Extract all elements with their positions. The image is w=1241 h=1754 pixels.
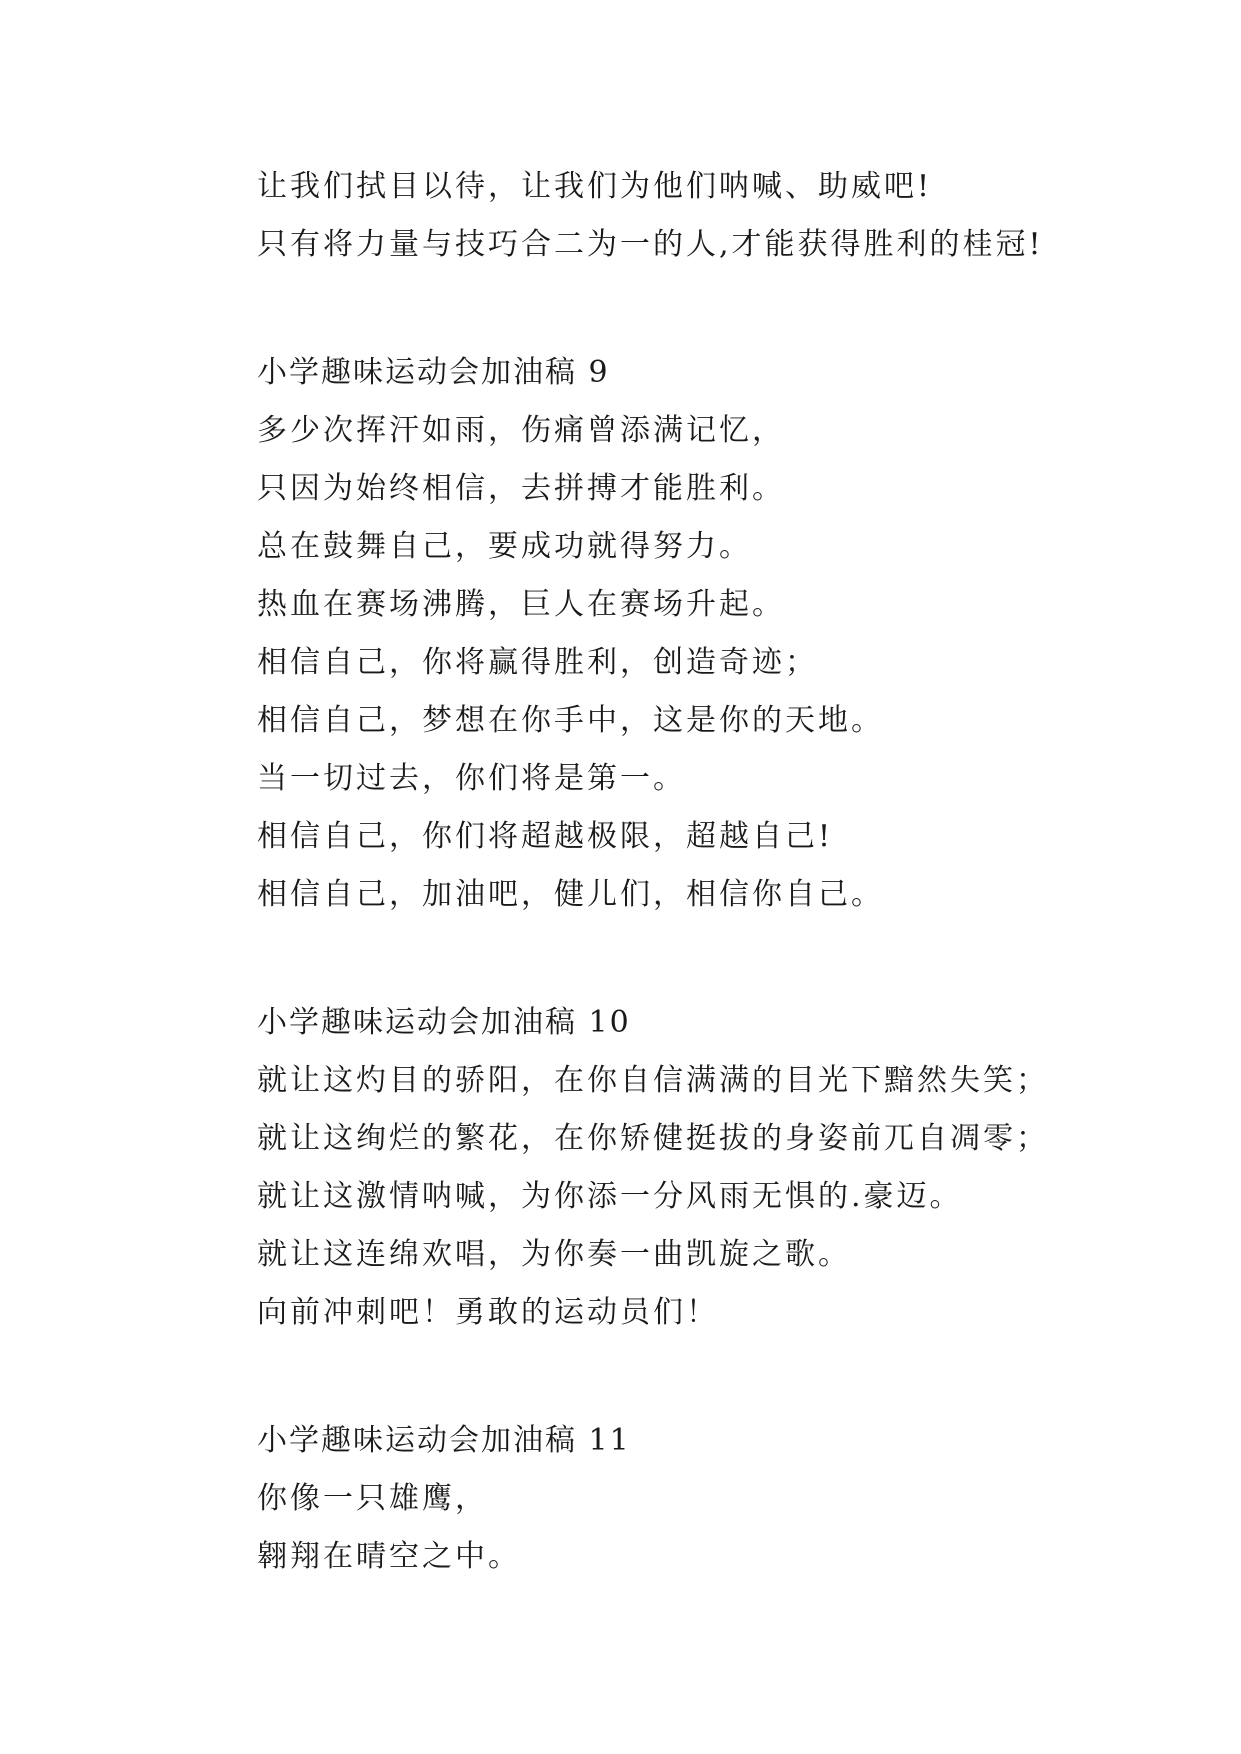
paragraph-gap	[257, 924, 1157, 994]
text-line: 向前冲刺吧！勇敢的运动员们！	[257, 1295, 719, 1330]
intro-block	[257, 158, 1157, 274]
text-line: 就让这连绵欢唱，为你奏一曲凯旋之歌。	[257, 1237, 851, 1272]
text-line: 就让这灼目的骄阳，在你自信满满的目光下黯然失笑；	[257, 1063, 1049, 1098]
text-line: 就让这绚烂的繁花，在你矫健挺拔的身姿前兀自凋零；	[257, 1121, 1049, 1156]
section-9	[257, 344, 1157, 924]
paragraph-gap	[257, 274, 1157, 344]
text-line: 就让这激情呐喊，为你添一分风雨无惧的.豪迈。	[257, 1179, 963, 1214]
section-11	[257, 1412, 1157, 1586]
text-line: 多少次挥汗如雨，伤痛曾添满记忆，	[257, 413, 785, 448]
text-line: 只因为始终相信，去拼搏才能胜利。	[257, 471, 785, 506]
text-line: 你像一只雄鹰，	[257, 1481, 488, 1516]
text-line: 相信自己，梦想在你手中，这是你的天地。	[257, 703, 884, 738]
section-title: 小学趣味运动会加油稿 11	[257, 1423, 631, 1458]
text-line: 相信自己，你们将超越极限，超越自己!	[257, 819, 834, 854]
section-10	[257, 994, 1157, 1342]
section-title: 小学趣味运动会加油稿 10	[257, 1005, 631, 1040]
text-line: 当一切过去，你们将是第一。	[257, 761, 686, 796]
text-line: 总在鼓舞自己，要成功就得努力。	[257, 529, 752, 564]
text-line: 翱翔在晴空之中。	[257, 1539, 521, 1574]
text-line: 相信自己，加油吧，健儿们，相信你自己。	[257, 877, 884, 912]
text-line: 只有将力量与技巧合二为一的人,才能获得胜利的桂冠!	[257, 227, 1044, 262]
text-line: 热血在赛场沸腾，巨人在赛场升起。	[257, 587, 785, 622]
text-line: 相信自己，你将赢得胜利，创造奇迹；	[257, 645, 818, 680]
paragraph-gap	[257, 1342, 1157, 1412]
section-title: 小学趣味运动会加油稿 9	[257, 355, 610, 390]
text-line: 让我们拭目以待，让我们为他们呐喊、助威吧!	[257, 169, 933, 204]
document-page	[257, 158, 1157, 1586]
